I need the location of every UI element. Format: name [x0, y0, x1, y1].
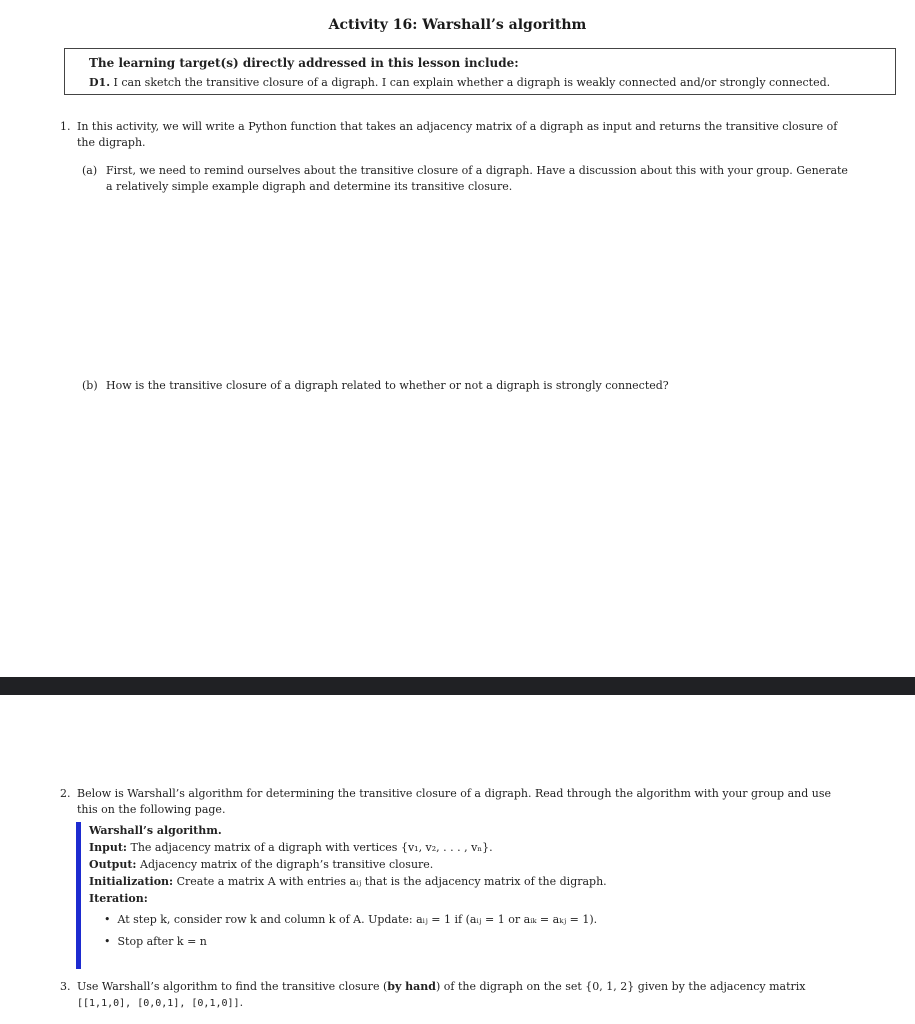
q1b-line1: How is the transitive closure of a digraph related to whether or not a digraph is strongly connected?: [106, 379, 669, 392]
algorithm-accent-bar: [76, 822, 81, 969]
algorithm-output: Output: Adjacency matrix of the digraph’s transitive closure.: [89, 858, 434, 871]
q3-line1: Use Warshall’s algorithm to find the transitive closure (by hand) of the digraph on the set {0, 1, 2} given by the adjacency matrix: [77, 980, 806, 993]
learning-target-heading: The learning target(s) directly addressed in this lesson include:: [89, 56, 519, 70]
learning-target-code: D1.: [89, 76, 111, 89]
algorithm-bullet-stop: • Stop after k = n: [104, 935, 207, 948]
q1a-label: (a): [82, 164, 98, 177]
q2-line2: this on the following page.: [77, 803, 226, 816]
algorithm-initialization: Initialization: Create a matrix A with entries aᵢⱼ that is the adjacency matrix of the digraph.: [89, 875, 607, 888]
q2-number: 2.: [60, 787, 71, 800]
q1-number: 1.: [60, 120, 71, 133]
q2-line1: Below is Warshall’s algorithm for determining the transitive closure of a digraph. Read through the algorithm with your group and use: [77, 787, 831, 800]
adjacency-matrix: [[1,1,0], [0,0,1], [0,1,0]]: [77, 998, 240, 1009]
q1-line1: In this activity, we will write a Python function that takes an adjacency matrix of a digraph as input and returns the transitive closure of: [77, 120, 838, 133]
learning-target-box: [64, 48, 896, 95]
q1b-label: (b): [82, 379, 98, 392]
learning-target-item: [89, 76, 830, 89]
algorithm-bullet-step: • At step k, consider row k and column k of A. Update: aᵢⱼ = 1 if (aᵢⱼ = 1 or aᵢₖ = aₖⱼ = 1).: [104, 913, 598, 926]
q1a-line1: First, we need to remind ourselves about the transitive closure of a digraph. Have a discussion about this with your group. Generate: [106, 164, 848, 177]
q1a-line2: a relatively simple example digraph and determine its transitive closure.: [106, 180, 513, 193]
algorithm-iteration-label: Iteration:: [89, 892, 148, 905]
q3-line2: [[1,1,0], [0,0,1], [0,1,0]].: [77, 996, 244, 1009]
learning-target-text: I can sketch the transitive closure of a digraph. I can explain whether a digraph is weakly connected and/or strongly connected.: [113, 76, 831, 89]
page-break: [0, 677, 915, 695]
algorithm-input: Input: The adjacency matrix of a digraph with vertices {v₁, v₂, . . . , vₙ}.: [89, 841, 493, 854]
q3-number: 3.: [60, 980, 71, 993]
page-title: Activity 16: Warshall’s algorithm: [328, 17, 587, 33]
algorithm-title: Warshall’s algorithm.: [89, 824, 222, 837]
q1-line2: the digraph.: [77, 136, 146, 149]
